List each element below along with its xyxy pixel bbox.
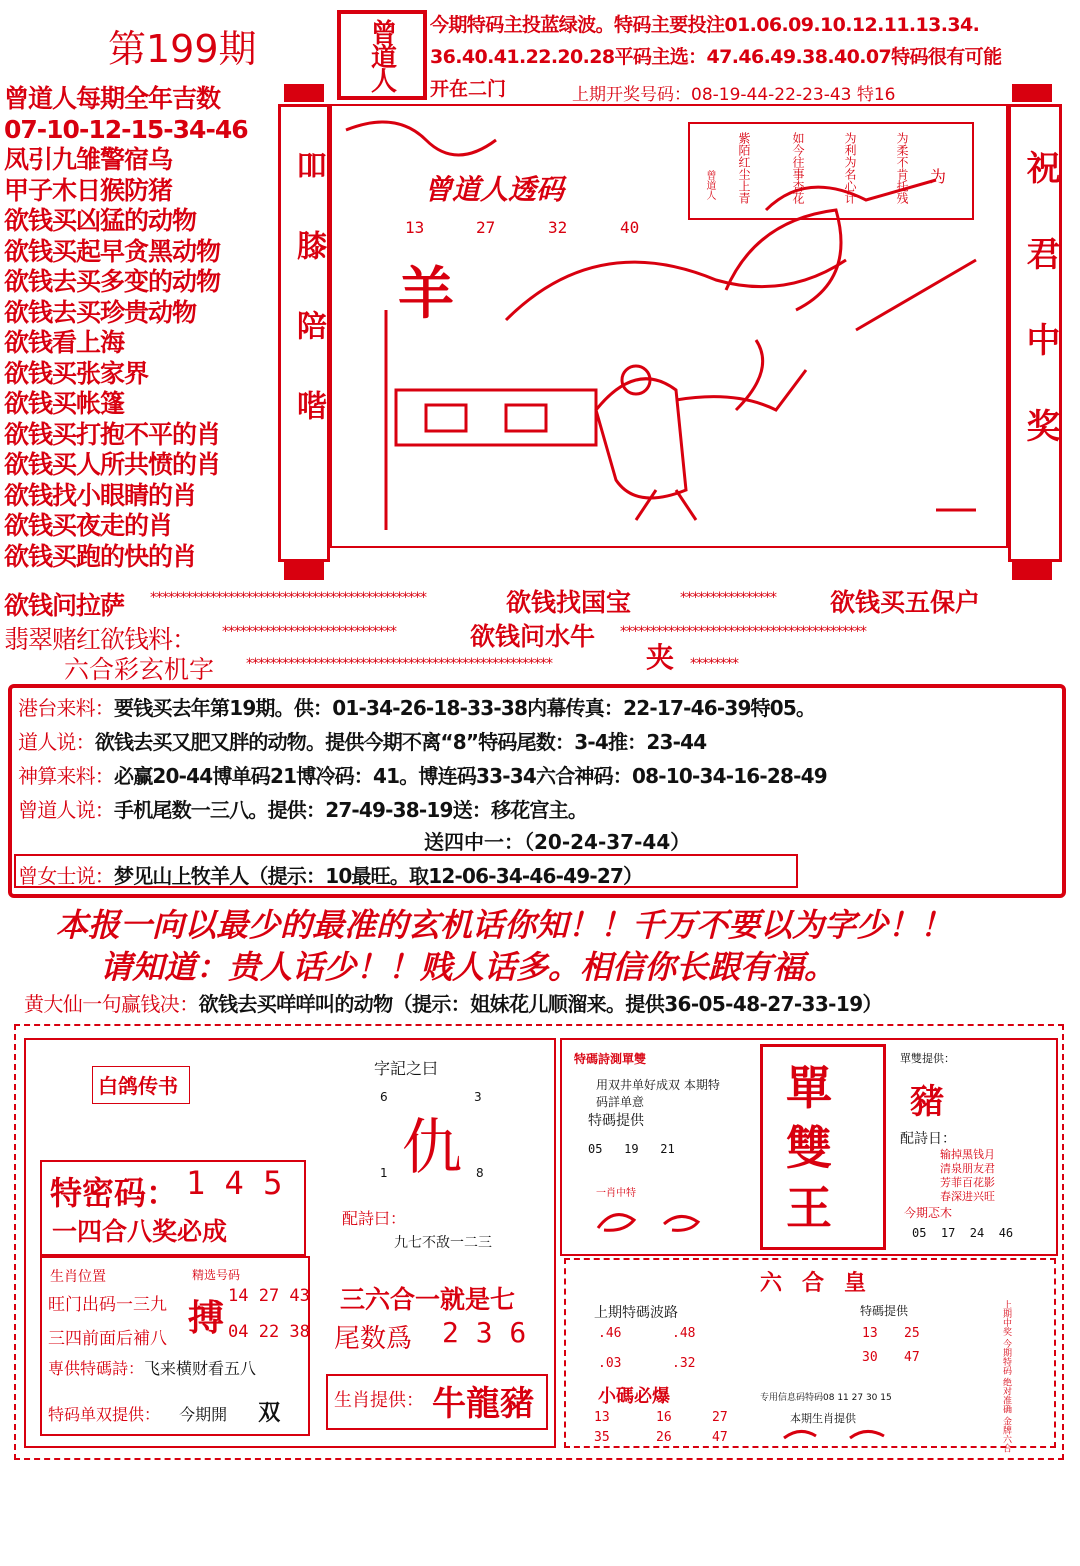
info-label: 曾道人说： bbox=[18, 798, 114, 822]
six-must-num: 26 bbox=[656, 1430, 672, 1445]
six-tm-num: 47 bbox=[904, 1350, 920, 1365]
six-tm-note: 专用信息码特码08 11 27 30 15 bbox=[760, 1393, 892, 1403]
pigeon-special-label: 特密码： bbox=[50, 1174, 179, 1212]
row-jade-left: 翡翠赌红欲钱料： bbox=[4, 625, 197, 654]
pigeon-ds-line bbox=[48, 1396, 280, 1427]
info-label: 道人说： bbox=[18, 730, 95, 754]
six-bottom-label: 本期生肖提供 bbox=[790, 1412, 856, 1425]
scroll-number: 13 bbox=[405, 218, 425, 237]
pigeon-nums-a: 14 27 43 bbox=[228, 1286, 310, 1306]
info-text: 必赢20-44博单码21博冷码：41。博连码33-34六合神码：08-10-34-16-28-49 bbox=[114, 764, 827, 788]
king-big-1: 單 bbox=[786, 1061, 832, 1115]
logo bbox=[337, 10, 427, 100]
left-line: 欲钱买夜走的肖 bbox=[4, 511, 173, 540]
left-line: 欲钱去买珍贵动物 bbox=[4, 297, 197, 327]
king-right-poem bbox=[940, 1148, 995, 1204]
king-big-2: 雙 bbox=[786, 1121, 832, 1175]
left-line: 欲钱找小眼睛的肖 bbox=[4, 480, 197, 510]
scroll-poem-col: 为利为名心计 bbox=[843, 132, 857, 204]
row-lasa-right: 欲钱买五保户 bbox=[830, 588, 981, 617]
pigeon-ds-val: 双 bbox=[258, 1401, 281, 1426]
issue-number: 第199期 bbox=[108, 27, 257, 71]
six-title: 六合皇 bbox=[760, 1271, 887, 1296]
stars-decoration: *************************************************** bbox=[246, 656, 552, 672]
six-animal-sketch bbox=[780, 1424, 900, 1444]
king-right-foot: 今期忑木 bbox=[904, 1206, 953, 1220]
scroll-illustration bbox=[336, 110, 998, 540]
six-last-route: 上期特碼波路 bbox=[594, 1305, 678, 1321]
six-must-num: 35 bbox=[594, 1430, 610, 1445]
top-line-3: 开在二门 bbox=[430, 78, 507, 100]
word-title: 字記之曰 bbox=[374, 1059, 439, 1078]
scroll-left-vertical-text: 吅膝陪喈 bbox=[291, 150, 326, 470]
info-line-1 bbox=[18, 692, 815, 721]
six-must-num: 27 bbox=[712, 1410, 728, 1425]
six-must-num: 16 bbox=[656, 1410, 672, 1425]
pigeon-poem-label: 専供特碼詩： bbox=[48, 1359, 145, 1378]
left-line: 凤引九雏警宿乌 bbox=[4, 145, 173, 174]
king-right-poem-label: 配詩日： bbox=[900, 1131, 956, 1147]
king-big-3: 王 bbox=[786, 1181, 832, 1235]
row-mystic-left: 六合彩玄机字 bbox=[64, 655, 215, 684]
pigeon-ds-label: 特码单双提供： bbox=[48, 1405, 161, 1424]
info-line-5: 送四中一：（20-24-37-44） bbox=[424, 830, 691, 854]
scroll-poem-col: 紫陌红尘上青 bbox=[737, 132, 751, 204]
six-must-num: 47 bbox=[712, 1430, 728, 1445]
row-lasa-mid: 欲钱找国宝 bbox=[506, 588, 632, 617]
six-route: .48 bbox=[672, 1326, 696, 1341]
six-tm-label: 特碼提供 bbox=[860, 1304, 909, 1318]
stars-decoration: ***************************************** bbox=[620, 624, 866, 640]
scroll-poem-label: 曾道人 bbox=[704, 170, 715, 200]
king-right-poem-line: 输掉黑钱月 bbox=[940, 1148, 995, 1161]
scroll-zodiac: 羊 bbox=[398, 262, 454, 327]
word-n6: 6 bbox=[380, 1090, 388, 1104]
scroll-number: 32 bbox=[548, 218, 568, 237]
info-label: 港台来料： bbox=[18, 696, 114, 720]
scroll-left-rod-top bbox=[284, 84, 324, 102]
king-header: 特碼詩測單雙 bbox=[574, 1052, 647, 1066]
info-line-6 bbox=[18, 860, 642, 889]
info-label: 神算来料： bbox=[18, 764, 114, 788]
stars-decoration: ***************************** bbox=[222, 624, 396, 640]
scroll-right-rod-top bbox=[1012, 84, 1052, 102]
left-line: 欲钱买起早贪黑动物 bbox=[4, 236, 221, 266]
word-big: 仇 bbox=[402, 1113, 462, 1183]
left-line: 欲钱买张家界 bbox=[4, 358, 149, 388]
left-line: 欲钱买人所共愤的肖 bbox=[4, 450, 221, 479]
row-mystic-mid: 夹 bbox=[646, 641, 675, 674]
left-line: 曾道人每期全年吉数 bbox=[4, 84, 221, 113]
six-tm-num: 25 bbox=[904, 1326, 920, 1341]
info-text: 欲钱去买又肥又胖的动物。提供今期不离“8”特码尾数：3-4推：23-44 bbox=[94, 730, 707, 754]
left-line: 07-10-12-15-34-46 bbox=[4, 114, 248, 144]
king-right-header: 單雙提供： bbox=[900, 1052, 955, 1065]
pigeon-bo-label: 精选号码 bbox=[192, 1268, 241, 1282]
info-text: 手机尾数一三八。提供：27-49-38-19送：移花宫主。 bbox=[114, 798, 588, 822]
left-line: 欲钱去买多变的动物 bbox=[4, 267, 221, 296]
scroll-number: 40 bbox=[620, 218, 640, 237]
huang-line bbox=[24, 988, 882, 1017]
six-route: .03 bbox=[598, 1356, 622, 1371]
pigeon-pos-2: 三四前面后補八 bbox=[48, 1329, 167, 1349]
word-zodiac: 牛龍豬 bbox=[432, 1384, 534, 1424]
pigeon-title: 白鸽传书 bbox=[98, 1074, 178, 1098]
word-hint: 三六合一就是七 bbox=[340, 1285, 516, 1314]
scroll-poem-col: 为柔不肯托残 bbox=[895, 132, 909, 204]
word-n8: 8 bbox=[476, 1166, 484, 1180]
scroll-poem-col: 如今往事杏花 bbox=[791, 132, 805, 204]
scroll-left-rod-bottom bbox=[284, 560, 324, 580]
king-right-poem-line: 芳菲百花影 bbox=[940, 1176, 995, 1189]
left-line: 欲钱买跑的快的肖 bbox=[4, 541, 197, 571]
word-poem-label: 配詩曰： bbox=[342, 1209, 407, 1228]
pigeon-pos-1: 旺门出码一三九 bbox=[48, 1295, 167, 1315]
word-tail-label: 尾数爲 bbox=[334, 1324, 413, 1354]
slogan-line-1: 本报一向以最少的最准的玄机话你知！！千万不要以为字少！！ bbox=[56, 906, 953, 944]
pigeon-nums-b: 04 22 38 bbox=[228, 1322, 310, 1342]
king-right-poem-line: 春深进兴旺 bbox=[940, 1190, 995, 1203]
pigeon-poem-line bbox=[48, 1356, 256, 1379]
left-column bbox=[4, 84, 248, 572]
king-right-poem-line: 清泉朋友君 bbox=[940, 1162, 995, 1175]
king-nums: 05 19 21 bbox=[588, 1142, 675, 1156]
king-provide: 特碼提供 bbox=[588, 1113, 644, 1129]
sheep-sketch-icon bbox=[346, 122, 496, 155]
pigeon-combo: 一四合八奖必成 bbox=[52, 1217, 228, 1246]
king-animal-sketch bbox=[594, 1200, 714, 1236]
scroll-title: 曾道人透码 bbox=[424, 173, 565, 206]
six-route: .46 bbox=[598, 1326, 622, 1341]
top-line-1: 今期特码主投蓝绿波。特码主要投注01.06.09.10.12.11.13.34. bbox=[430, 14, 980, 36]
huang-label: 黄大仙一句赢钱决： bbox=[24, 992, 199, 1016]
slogan-line-2: 请知道：贵人话少！！贱人话多。相信你长跟有福。 bbox=[100, 948, 837, 986]
info-label: 曾女士说： bbox=[18, 864, 114, 888]
six-tm-num: 30 bbox=[862, 1350, 878, 1365]
left-line: 欲钱看上海 bbox=[4, 328, 125, 357]
king-right-nums: 05 17 24 46 bbox=[912, 1226, 1014, 1240]
pigeon-poem: 飞来横财看五八 bbox=[144, 1359, 257, 1378]
six-right-text: 上期中奖 今期特码 绝对准确 金牌六合 bbox=[1001, 1300, 1011, 1453]
left-line: 欲钱买打抱不平的肖 bbox=[4, 419, 221, 449]
six-route: .32 bbox=[672, 1356, 696, 1371]
word-zodiac-label: 生肖提供： bbox=[334, 1390, 424, 1411]
left-line: 欲钱买帐篷 bbox=[4, 389, 125, 418]
pigeon-ds-mid: 今期開 bbox=[179, 1405, 228, 1424]
stars-decoration: ********************************************** bbox=[150, 590, 426, 606]
scroll-number: 27 bbox=[476, 218, 496, 237]
info-line-3 bbox=[18, 760, 827, 789]
scroll-poem-head: 为 bbox=[930, 167, 947, 186]
word-tail: 2 3 6 bbox=[442, 1316, 527, 1349]
row-jade-mid: 欲钱问水牛 bbox=[470, 622, 596, 651]
scroll-right-rod-bottom bbox=[1012, 560, 1052, 580]
info-text: 要钱买去年第19期。供：01-34-26-18-33-38内幕传真：22-17-46-39特05。 bbox=[114, 696, 816, 720]
six-must: 小碼必爆 bbox=[598, 1386, 670, 1407]
word-n1: 1 bbox=[380, 1166, 388, 1180]
logo-text: 曾道人 bbox=[366, 19, 397, 91]
pigeon-bo: 搏 bbox=[188, 1298, 225, 1339]
last-draw-numbers: 上期开奖号码：08-19-44-22-23-43 特16 bbox=[572, 85, 896, 105]
scroll-right-vertical-text: 祝君中奖 bbox=[1020, 150, 1060, 494]
top-line-2: 36.40.41.22.20.28平码主选：47.46.49.38.40.07特码很有可能 bbox=[430, 46, 1002, 68]
huang-text: 欲钱去买咩咩叫的动物（提示：姐妹花儿顺溜来。提供36-05-48-27-33-19） bbox=[198, 992, 882, 1016]
info-text: 梦见山上牧羊人（提示：10最旺。取12-06-34-46-49-27） bbox=[114, 864, 643, 888]
king-right-big: 豬 bbox=[910, 1082, 944, 1122]
pigeon-special-nums: 1 4 5 bbox=[186, 1164, 283, 1202]
left-line: 甲子木日猴防猪 bbox=[4, 175, 173, 205]
king-poem: 用双井单好成双 本期特码詳单意 bbox=[596, 1078, 720, 1109]
six-tm-num: 13 bbox=[862, 1326, 878, 1341]
stars-decoration: ******** bbox=[690, 656, 738, 672]
word-poem: 九七不敌一二三 bbox=[394, 1235, 492, 1251]
king-sub: 一肖中特 bbox=[596, 1188, 636, 1199]
six-must-num: 13 bbox=[594, 1410, 610, 1425]
info-line-2 bbox=[18, 726, 706, 755]
word-n3: 3 bbox=[474, 1090, 482, 1104]
pigeon-pos-label: 生肖位置 bbox=[50, 1269, 106, 1285]
row-lasa-left: 欲钱问拉萨 bbox=[4, 591, 125, 620]
left-line: 欲钱买凶猛的动物 bbox=[4, 206, 197, 235]
stars-decoration: **************** bbox=[680, 590, 776, 606]
info-line-4 bbox=[18, 794, 587, 823]
